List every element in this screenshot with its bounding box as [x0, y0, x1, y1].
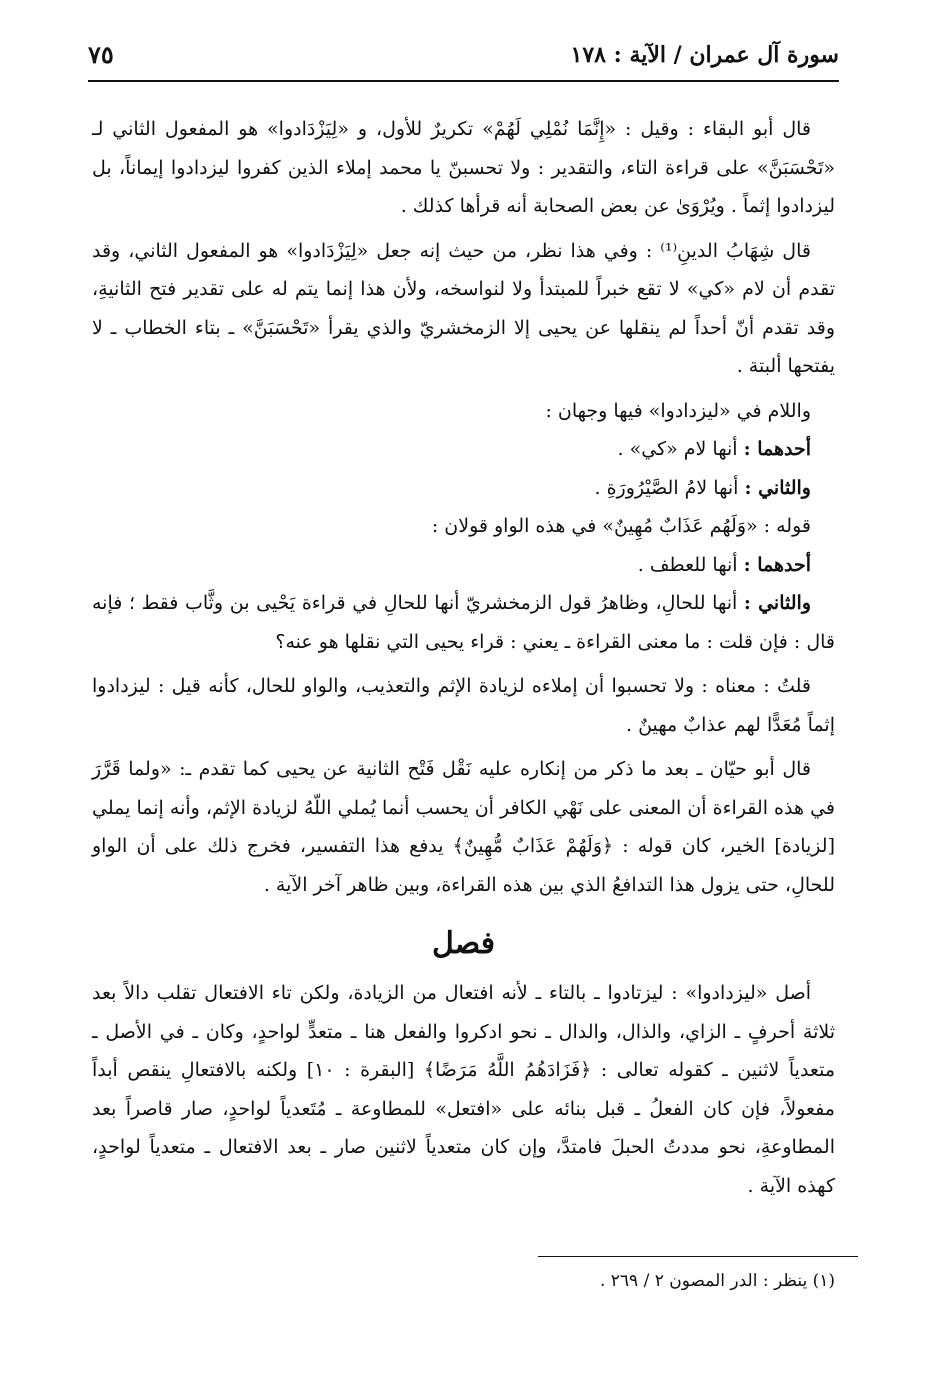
- footnote-rule: [538, 1256, 858, 1257]
- list-intro: واللام في «ليزدادوا» فيها وجهان :: [545, 399, 811, 422]
- running-title: سورة آل عمران / الآية : ١٧٨: [570, 42, 839, 68]
- page-header: [88, 40, 839, 80]
- paragraph: قلتُ : معناه : ولا تحسبوا أن إملاءه لزيادة الإثم والتعذيب، والواو للحال، كأنه قيل : ليزدادوا إثماً مُعَدًّا لهم عذابٌ مهينٌ .: [92, 675, 835, 736]
- list-item-label: والثاني :: [744, 476, 811, 499]
- list-item: [92, 584, 835, 661]
- list-item: [92, 546, 835, 585]
- list-item-label: والثاني :: [743, 592, 811, 614]
- list-item-text: أنها للحالِ، وظاهرُ قول الزمخشريّ أنها للحالِ في قراءة يَحْيى بن وثَّاب فقط ؛ فإنه قال : فإن قلت : ما معنى القراءة ـ يعني : قراء يحيى التي نقلها هو عنه؟: [92, 592, 835, 653]
- paragraph: أصل «ليزدادوا» : ليزتادوا ـ بالتاء ـ لأنه افتعال من الزيادة، ولكن تاء الافتعال تقلب دالاً بعد ثلاثة أحرفٍ ـ الزاي، والذال، والدال ـ نحو ادكروا والفعل هنا ـ متعدٍّ لواحدٍ، وكان ـ في الأصل ـ متعدياً لاثنين ـ كقوله تعالى : ﴿فَزَادَهُمُ اللَّهُ مَرَضًا﴾ [البقرة : ١٠] ولكنه بالافتعالِ ينقص أبداً مفعولاً، فإن كان الفعلُ ـ قبل بنائه على «افتعل» للمطاوعة ـ مُتَعدياً لواحدٍ، صار قاصراً بعد المطاوعةِ، نحو مددتُ الحبلَ فامتدَّ، وإن كان متعدياً لاثنين صار ـ بعد الافتعال ـ متعدياً لواحدٍ، كهذه الآية .: [92, 982, 835, 1197]
- list-item-label: أحدهما :: [743, 438, 811, 460]
- list-item-text: أنها لامُ الصَّيْرُورَةِ .: [594, 476, 745, 499]
- page-body: [92, 110, 835, 1211]
- paragraph: قال أبو حيّان ـ بعد ما ذكر من إنكاره عليه نَقْل فَتْح الثانية عن يحيى كما تقدم ـ: «ولما قَرَّرَ في هذه القراءة أن المعنى على نَهْي الكافر أن يحسب أنما يُملي اللّهُ لزيادة الإثم، وأنه إنما يملي [لزيادة] الخير، كان قوله : ﴿وَلَهُمْ عَذَابٌ مُّهِينٌ﴾ يدفع هذا التفسير، فخرج ذلك على أن الواو للحالِ، حتى يزول هذا التدافعُ الذي بين هذه القراءة، وبين ظاهر آخر الآية .: [92, 758, 835, 896]
- list-item-text: أنها للعطف .: [637, 553, 744, 576]
- quote-line: قوله : «وَلَهُم عَذَابٌ مُهِينٌ» في هذه الواو قولان :: [431, 515, 811, 537]
- page-number: ٧٥: [88, 40, 114, 69]
- list-item-label: أحدهما :: [743, 553, 811, 576]
- footnote: (١) ينظر : الدر المصون ٢ / ٢٦٩ .: [599, 1271, 835, 1291]
- list-item-text: أنها لام «كي» .: [617, 438, 744, 460]
- list-item: [92, 469, 835, 508]
- header-rule: [88, 80, 839, 82]
- list-item: [92, 430, 835, 469]
- paragraph: قال أبو البقاء : وقيل : «إِنَّمَا نُمْلِي لَهُمْ» تكريرٌ للأول، و «لِيَزْدَادوا» هو المفعول الثاني لـ «تَحْسَبَنَّ» على قراءة التاء، والتقدير : ولا تحسبنّ يا محمد إملاء الذين كفروا ليزدادوا إيماناً، بل ليزدادوا إثماً . ويُرْوَىٰ عن بعض الصحابة أنه قرأها كذلك .: [92, 118, 835, 217]
- paragraph: قال شِهَابُ الدينِ⁽¹⁾ : وفي هذا نظر، من حيث إنه جعل «لِيَزْدَادوا» هو المفعول الثاني، وقد تقدم أن لام «كي» لا تقع خبراً للمبتدأ ولا لنواسخه، ولأن هذا إنما يتم له على تقدير فتح الثانيةِ، وقد تقدم أنّ أحداً لم ينقلها عن يحيى إلا الزمخشريّ والذي يقرأ «تَحْسَبَنَّ» ـ بتاء الخطاب ـ لا يفتحها ألبتة .: [92, 239, 835, 377]
- section-title: فصل: [431, 926, 496, 961]
